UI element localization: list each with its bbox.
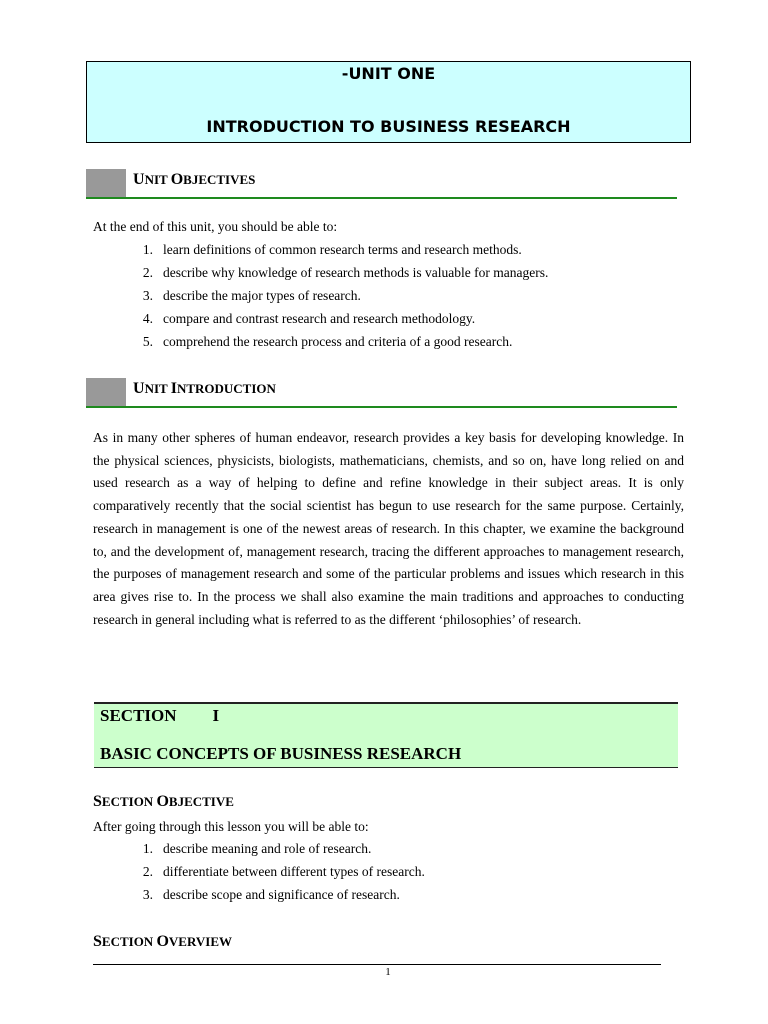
unit-number: -UNIT ONE bbox=[341, 64, 436, 83]
page-number: 1 bbox=[385, 966, 391, 978]
section-title: BASIC CONCEPTS OF BUSINESS RESEARCH bbox=[100, 744, 462, 763]
footer-divider bbox=[93, 964, 661, 965]
unit-title: INTRODUCTION TO BUSINESS RESEARCH bbox=[206, 117, 571, 136]
section-label: SECTION I bbox=[100, 706, 220, 725]
unit-objectives-intro: At the end of this unit, you should be able to: bbox=[93, 219, 338, 234]
section-objective-intro: After going through this lesson you will be able to: bbox=[93, 819, 369, 834]
unit-objectives-header bbox=[86, 169, 677, 199]
unit-introduction-heading: UNIT INTRODUCTION bbox=[133, 380, 276, 397]
section-roman-numeral: I bbox=[212, 706, 220, 725]
section-banner bbox=[94, 702, 678, 768]
unit-title-box bbox=[86, 61, 691, 143]
section-overview-heading: SECTION OVERVIEW bbox=[93, 933, 233, 950]
unit-introduction-body: As in many other spheres of human endeavor, research provides a key basis for developing knowledge. In the physical sciences, physicists, biologists, mathematicians, chemists, and so on, have long relied on and used research as a way of helping to define and refine knowledge in their subject areas. It is only comparatively recently that the social scientist has begun to use research for the same purpose. Certainly, research in management is one of the newest areas of research. In this chapter, we examine the background to, and the development of, management research, tracing the different approaches to management research, the purposes of management research and some of the particular problems and issues which research in this area gives rise to. In the process we shall also examine the main traditions and approaches to conducting research in general including what is referred to as the different ‘philosophies’ of research. bbox=[93, 430, 684, 627]
section-objective-heading: SECTION OBJECTIVE bbox=[93, 793, 234, 810]
unit-introduction-header bbox=[86, 378, 677, 408]
header-marker bbox=[86, 378, 126, 406]
unit-objectives-heading: UNIT OBJECTIVES bbox=[133, 171, 256, 188]
header-marker bbox=[86, 169, 126, 197]
